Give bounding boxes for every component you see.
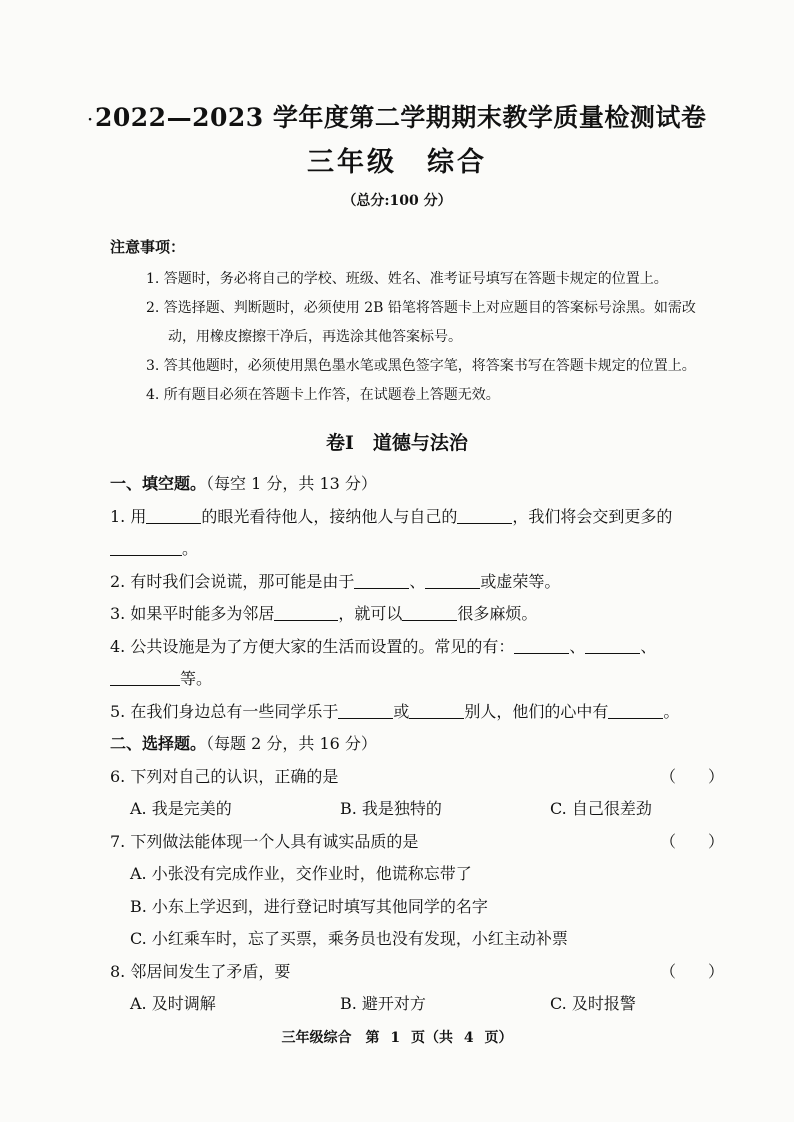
notice-item-2: 2. 答选择题、判断题时，必须使用 2B 铅笔将答题卡上对应题目的答案标号涂黑。如需改 [146,300,696,316]
question-1: 1. 用 的眼光看待他人，接纳他人与自己的 ，我们将会交到更多的 [110,506,673,526]
answer-blank [514,635,569,654]
option-c: C. 及时报警 [550,994,636,1013]
notice-list [146,265,726,410]
notice-item-3: 3. 答其他题时，必须使用黑色墨水笔或黑色签字笔，将答案书写在答题卡规定的位置上。 [146,358,696,374]
answer-paren: （ ） [659,766,724,786]
question-4-cont: 等。 [110,663,730,696]
option-c: C. 小红乘车时，忘了买票，乘务员也没有发现，小红主动补票 [130,929,568,948]
option-c: C. 自己很差劲 [550,799,652,818]
answer-blank [425,570,480,589]
answer-blank [585,635,640,654]
answer-blank [409,700,464,719]
option-a: A. 及时调解 [130,994,216,1013]
answer-blank [338,700,393,719]
exam-title-text: 2022—2023 学年度第二学期期末教学质量检测试卷 [95,103,707,132]
section-title: 卷Ⅰ 道德与法治 [326,432,468,454]
question-4: 4. 公共设施是为了方便大家的生活而设置的。常见的有： 、 、 [110,636,657,656]
option-a: A. 小张没有完成作业，交作业时，他谎称忘带了 [130,864,472,883]
option-a: A. 我是完美的 [130,799,232,818]
part2-score: （每题 2 分，共 16 分） [206,734,377,753]
notice-title: 注意事项： [110,238,186,256]
notice-item-1: 1. 答题时，务必将自己的学校、班级、姓名、准考证号填写在答题卡规定的位置上。 [146,271,668,287]
answer-blank [457,505,512,524]
answer-blank [402,602,457,621]
exam-subtitle: 三年级 综合 [307,147,487,178]
answer-blank [274,602,338,621]
answer-paren: （ ） [659,961,724,981]
answer-blank [110,537,182,556]
part1-heading: 一、填空题。（每空 1 分，共 13 分） [110,474,377,493]
part2-heading: 二、选择题。（每题 2 分，共 16 分） [110,734,377,753]
option-b: B. 小东上学迟到，进行登记时填写其他同学的名字 [130,896,488,916]
answer-blank [608,700,663,719]
answer-blank [110,667,180,686]
answer-paren: （ ） [659,831,724,851]
answer-blank [354,570,409,589]
page-footer: 三年级综合 第 1 页（共 4 页） [281,1030,513,1046]
notice-item-4: 4. 所有题目必须在答题卡上作答，在试题卷上答题无效。 [146,387,500,403]
total-score: （总分:100 分） [342,193,452,209]
question-1-cont: 。 [110,533,730,566]
answer-blank [146,505,201,524]
question-2: 2. 有时我们会说谎，那可能是由于 、 或虚荣等。 [110,571,561,591]
notice-item-2-cont: 动，用橡皮擦擦干净后，再选涂其他答案标号。 [168,329,462,345]
exam-title [0,98,794,134]
option-b: B. 避开对方 [340,994,426,1013]
question-3: 3. 如果平时能多为邻居 ，就可以 很多麻烦。 [110,604,538,623]
question-6-options [110,793,730,826]
part1-score: （每空 1 分，共 13 分） [206,474,377,493]
print-mark: · [87,111,93,128]
question-5: 5. 在我们身边总有一些同学乐于 或 别人，他们的心中有 。 [110,701,680,721]
option-b: B. 我是独特的 [340,799,442,818]
question-8-options [110,988,730,1021]
question-6: 6. 下列对自己的认识，正确的是 （ ） [110,761,730,794]
question-8: 8. 邻居间发生了矛盾，要 （ ） [110,956,730,989]
question-7: 7. 下列做法能体现一个人具有诚实品质的是 （ ） [110,826,730,859]
question-area [110,468,730,1021]
